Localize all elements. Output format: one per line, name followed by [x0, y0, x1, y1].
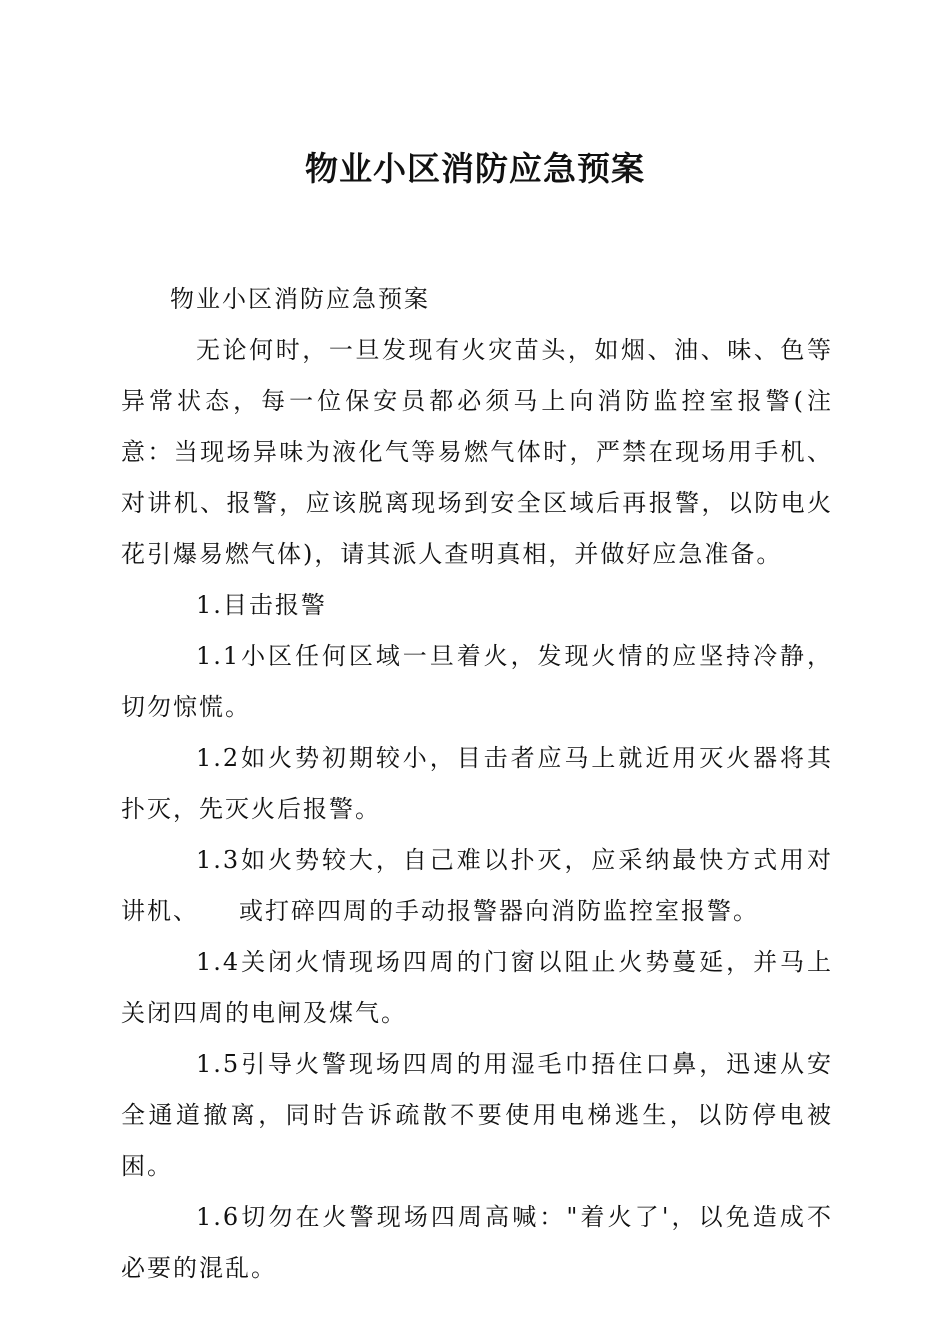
paragraph-1-2: 1.2如火势初期较小，目击者应马上就近用灭火器将其扑灭，先灭火后报警。 — [121, 744, 833, 823]
paragraph-intro: 无论何时，一旦发现有火灾苗头，如烟、油、味、色等异常状态，每一位保安员都必须马上向消防监控室报警(注意：当现场异味为液化气等易燃气体时，严禁在现场用手机、对讲机、报警，应该脱离现场到安全区域后再报警，以防电火花引爆易燃气体)，请其派人查明真相，并做好应急准备。 — [121, 336, 833, 568]
document-subtitle: 物业小区消防应急预案 — [170, 285, 430, 313]
paragraph-1-3: 1.3如火势较大，自己难以扑灭，应采纳最快方式用对讲机、 或打碎四周的手动报警器向消防监控室报警。 — [121, 846, 833, 925]
paragraph-1-1: 1.1小区任何区域一旦着火，发现火情的应坚持冷静，切勿惊慌。 — [121, 642, 833, 721]
document-title: 物业小区消防应急预案 — [305, 149, 645, 188]
paragraph-1-4: 1.4关闭火情现场四周的门窗以阻止火势蔓延，并马上关闭四周的电闸及煤气。 — [121, 948, 833, 1027]
section-heading-witness-alarm: 1.目击报警 — [196, 591, 327, 619]
document-body — [121, 274, 833, 1294]
paragraph-1-6: 1.6切勿在火警现场四周高喊："着火了'，以免造成不必要的混乱。 — [121, 1203, 833, 1282]
paragraph-1-5: 1.5引导火警现场四周的用湿毛巾捂住口鼻，迅速从安全通道撤离，同时告诉疏散不要使用电梯逃生，以防停电被困。 — [121, 1050, 833, 1180]
